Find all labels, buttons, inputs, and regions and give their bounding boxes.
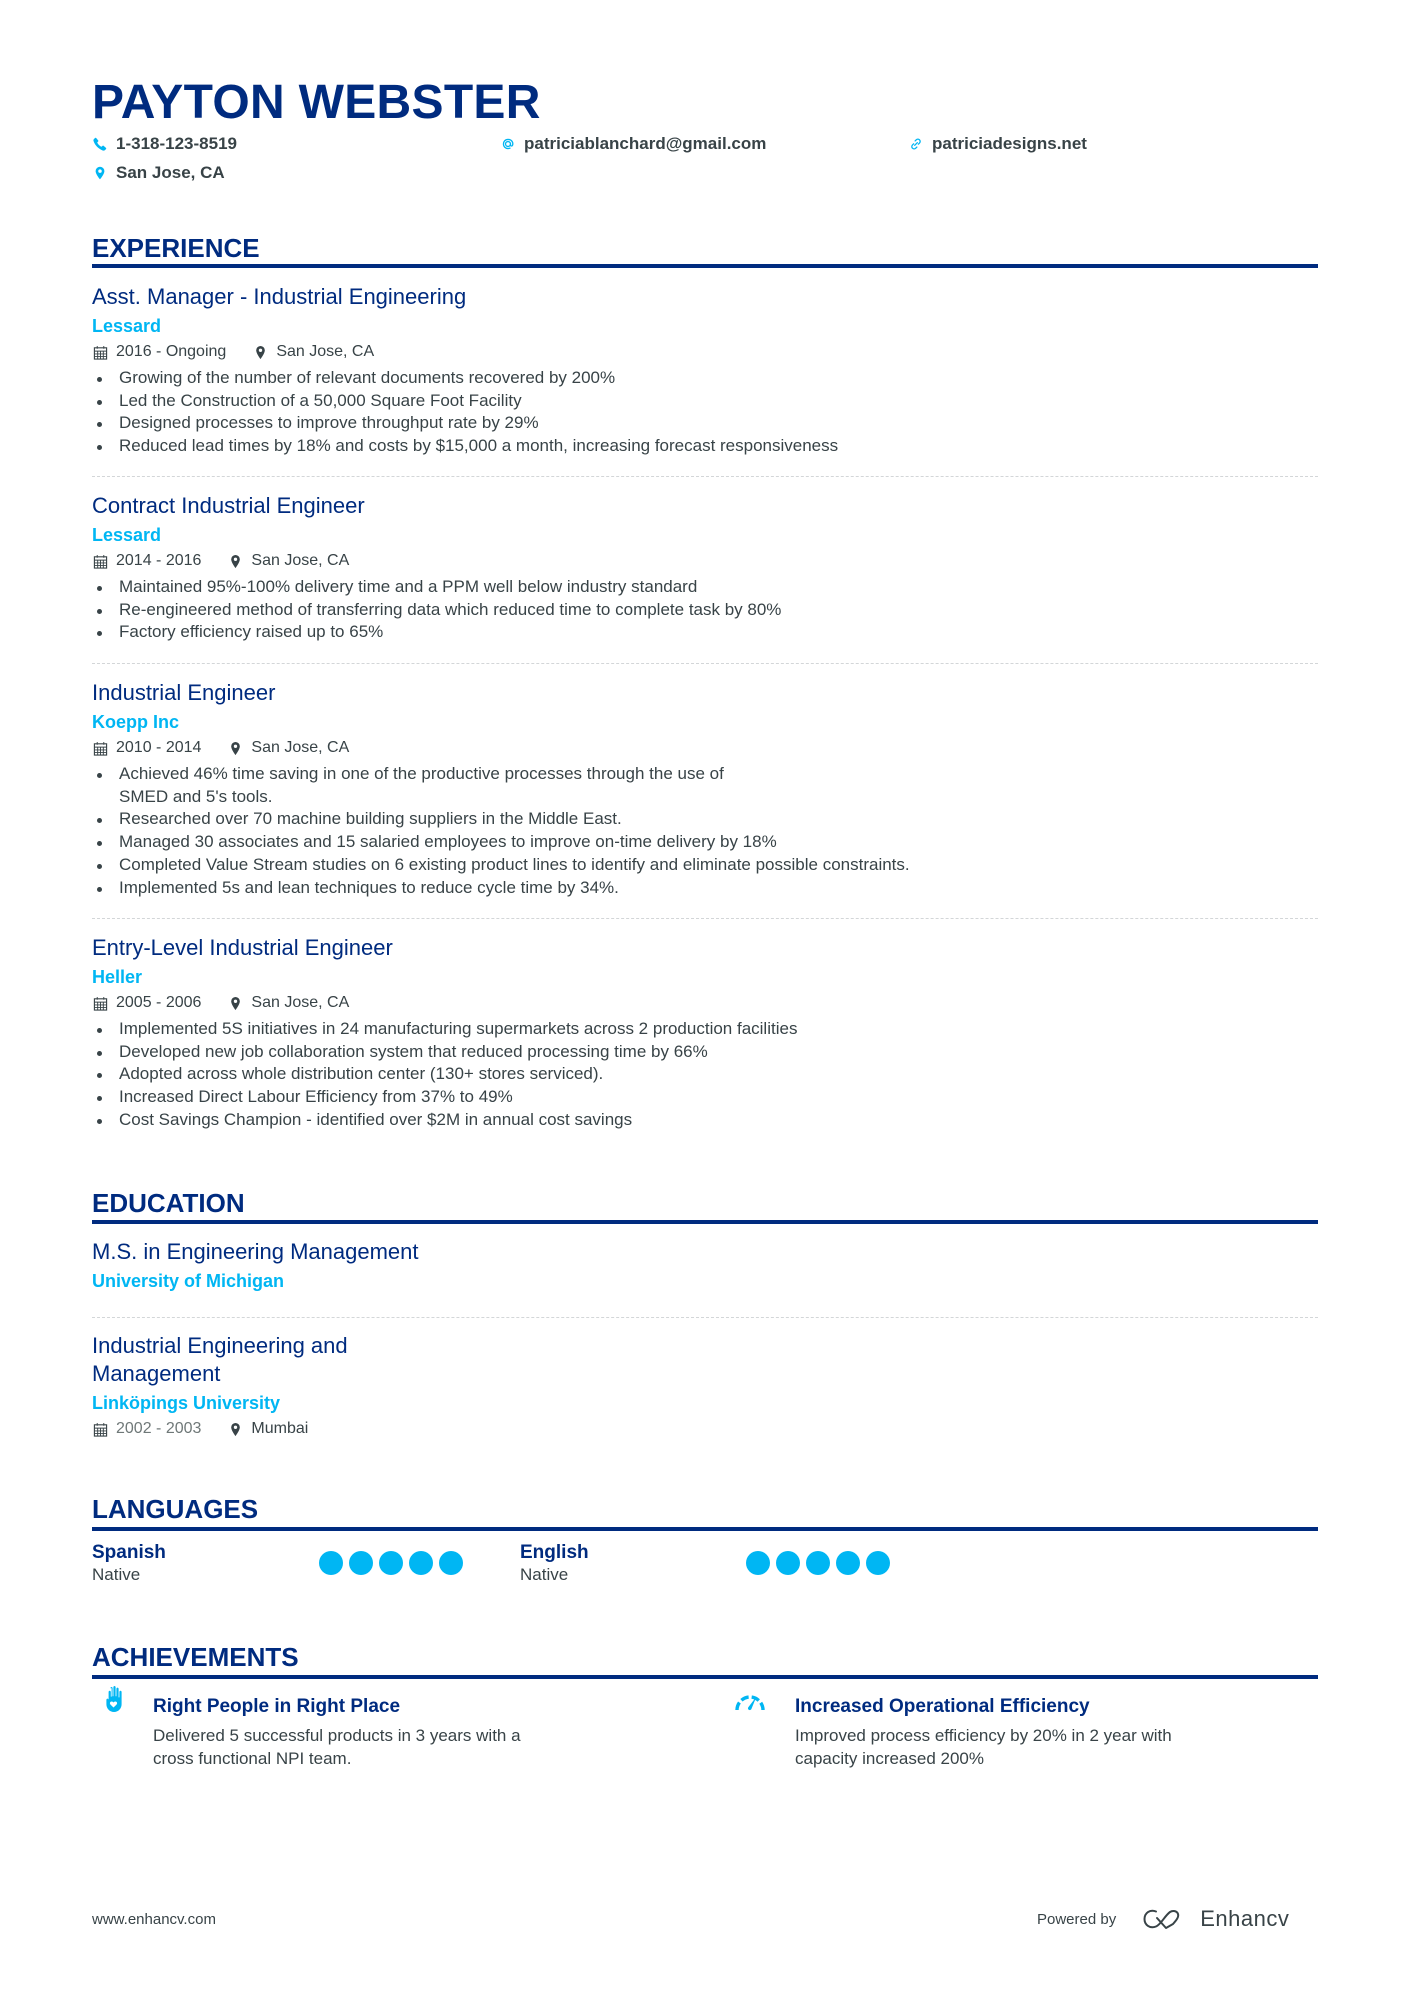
- job-bullets: [92, 367, 1318, 458]
- contact-website[interactable]: [908, 134, 1087, 154]
- education-location: Mumbai: [227, 1418, 308, 1440]
- job-meta: [92, 550, 1318, 572]
- location-pin-icon: [227, 553, 243, 569]
- job-title: Contract Industrial Engineer: [92, 493, 365, 518]
- phone-icon: [92, 136, 108, 152]
- rating-dot: [409, 1551, 433, 1575]
- rating-dot: [866, 1551, 890, 1575]
- calendar-icon: [92, 995, 108, 1011]
- achievement-title: Right People in Right Place: [153, 1696, 401, 1717]
- bullet-item: Researched over 70 machine building suppliers in the Middle East.: [92, 808, 1318, 831]
- bullet-item: Designed processes to improve throughput rate by 29%: [92, 412, 1318, 435]
- education-entry: [92, 1238, 1318, 1293]
- section-rule: [92, 1527, 1318, 1531]
- entry-divider: [92, 918, 1318, 919]
- email-link[interactable]: patriciablanchard@gmail.com: [524, 134, 767, 153]
- achievement-description: Delivered 5 successful products in 3 years with a cross functional NPI team.: [153, 1726, 521, 1768]
- bullet-item: Re-engineered method of transferring data which reduced time to complete task by 80%: [92, 599, 1318, 622]
- entry-divider: [92, 663, 1318, 664]
- job-dates: 2016 - Ongoing: [92, 341, 226, 363]
- job-location: San Jose, CA: [252, 341, 374, 363]
- school-name: Linköpings University: [92, 1393, 281, 1413]
- contact-location: [92, 163, 225, 183]
- job-meta: [92, 341, 1318, 363]
- job-location: San Jose, CA: [227, 737, 349, 759]
- candidate-name: PAYTON WEBSTER: [92, 76, 541, 129]
- section-rule: [92, 1675, 1318, 1679]
- job-title: Industrial Engineer: [92, 680, 276, 705]
- bullet-item: Managed 30 associates and 15 salaried employees to improve on-time delivery by 18%: [92, 831, 1318, 854]
- achievement-title: Increased Operational Efficiency: [795, 1696, 1090, 1717]
- location-pin-icon: [92, 165, 108, 181]
- company-name: Lessard: [92, 525, 162, 545]
- experience-entry: [92, 934, 1318, 1132]
- job-bullets: [92, 576, 1318, 644]
- entry-divider: [92, 476, 1318, 477]
- bullet-item: Implemented 5s and lean techniques to reduce cycle time by 34%.: [92, 877, 1318, 900]
- bullet-item: Factory efficiency raised up to 65%: [92, 621, 1318, 644]
- enhancv-logo-icon: [1142, 1907, 1188, 1931]
- job-bullets: [92, 763, 1318, 899]
- job-dates: 2010 - 2014: [92, 737, 201, 759]
- school-name: University of Michigan: [92, 1271, 285, 1291]
- section-rule: [92, 1220, 1318, 1224]
- calendar-icon: [92, 344, 108, 360]
- calendar-icon: [92, 1421, 108, 1437]
- location-pin-icon: [227, 1421, 243, 1437]
- location-pin-icon: [227, 740, 243, 756]
- rating-dot: [379, 1551, 403, 1575]
- bullet-item: Cost Savings Champion - identified over $2M in annual cost savings: [92, 1109, 1318, 1132]
- calendar-icon: [92, 553, 108, 569]
- job-location: San Jose, CA: [227, 550, 349, 572]
- job-meta: [92, 992, 1318, 1014]
- language-name: Spanish: [92, 1542, 166, 1563]
- website-link[interactable]: patriciadesigns.net: [932, 134, 1087, 153]
- language-item: [520, 1542, 589, 1586]
- company-name: Lessard: [92, 316, 162, 336]
- contact-email[interactable]: [500, 134, 766, 154]
- degree-title: Industrial Engineering and Management: [92, 1333, 348, 1386]
- language-level: Native: [92, 1565, 141, 1584]
- experience-entry: [92, 283, 1318, 458]
- section-title-achievements: ACHIEVEMENTS: [92, 1642, 299, 1672]
- section-title-education: EDUCATION: [92, 1188, 245, 1218]
- rating-dot: [439, 1551, 463, 1575]
- education-dates: 2002 - 2003: [92, 1418, 201, 1440]
- location-pin-icon: [252, 344, 268, 360]
- job-dates: 2005 - 2006: [92, 992, 201, 1014]
- job-dates: 2014 - 2016: [92, 550, 201, 572]
- bullet-item: Developed new job collaboration system that reduced processing time by 66%: [92, 1041, 1318, 1064]
- phone-text: 1-318-123-8519: [116, 134, 237, 153]
- rating-dot: [836, 1551, 860, 1575]
- rating-dot: [319, 1551, 343, 1575]
- bullet-item: Maintained 95%-100% delivery time and a PPM well below industry standard: [92, 576, 1318, 599]
- job-meta: [92, 737, 1318, 759]
- link-icon: [908, 136, 924, 152]
- job-location: San Jose, CA: [227, 992, 349, 1014]
- language-item: [92, 1542, 166, 1586]
- job-title: Entry-Level Industrial Engineer: [92, 935, 393, 960]
- bullet-item: Achieved 46% time saving in one of the productive processes through the use of SMED and 5's tools.: [92, 763, 732, 808]
- at-icon: [500, 136, 516, 152]
- bullet-item: Led the Construction of a 50,000 Square Foot Facility: [92, 390, 1318, 413]
- language-rating: [319, 1551, 469, 1575]
- rating-dot: [806, 1551, 830, 1575]
- company-name: Koepp Inc: [92, 712, 180, 732]
- footer-site-link[interactable]: www.enhancv.com: [92, 1911, 216, 1928]
- experience-entry: [92, 492, 1318, 644]
- job-bullets: [92, 1018, 1318, 1132]
- achievement-description: Improved process efficiency by 20% in 2 year with capacity increased 200%: [795, 1726, 1172, 1768]
- language-rating: [746, 1551, 896, 1575]
- bullet-item: Implemented 5S initiatives in 24 manufacturing supermarkets across 2 production facilities: [92, 1018, 1318, 1041]
- language-level: Native: [520, 1565, 569, 1584]
- experience-entry: [92, 679, 1318, 899]
- powered-by-label: Powered by: [1037, 1910, 1117, 1928]
- enhancv-logo-text: Enhancv: [1200, 1906, 1290, 1931]
- hand-heart-icon: [101, 1686, 129, 1714]
- section-title-languages: LANGUAGES: [92, 1494, 259, 1524]
- contact-phone: [92, 134, 237, 154]
- location-pin-icon: [227, 995, 243, 1011]
- language-name: English: [520, 1542, 589, 1563]
- company-name: Heller: [92, 967, 143, 987]
- rating-dot: [349, 1551, 373, 1575]
- bullet-item: Completed Value Stream studies on 6 existing product lines to identify and eliminate possible constraints.: [92, 854, 1318, 877]
- bullet-item: Reduced lead times by 18% and costs by $15,000 a month, increasing forecast responsiveness: [92, 435, 1318, 458]
- bullet-item: Increased Direct Labour Efficiency from 37% to 49%: [92, 1086, 1318, 1109]
- location-text: San Jose, CA: [116, 163, 225, 182]
- section-title-experience: EXPERIENCE: [92, 233, 260, 263]
- speedometer-icon: [734, 1692, 766, 1720]
- rating-dot: [776, 1551, 800, 1575]
- bullet-item: Growing of the number of relevant documents recovered by 200%: [92, 367, 1318, 390]
- section-rule: [92, 264, 1318, 268]
- bullet-item: Adopted across whole distribution center (130+ stores serviced).: [92, 1063, 1318, 1086]
- calendar-icon: [92, 740, 108, 756]
- job-title: Asst. Manager - Industrial Engineering: [92, 284, 467, 309]
- footer-branding[interactable]: [1037, 1906, 1289, 1932]
- education-meta: [92, 1418, 1318, 1440]
- degree-title: M.S. in Engineering Management: [92, 1239, 419, 1264]
- entry-divider: [92, 1317, 1318, 1318]
- rating-dot: [746, 1551, 770, 1575]
- education-entry: [92, 1332, 1318, 1440]
